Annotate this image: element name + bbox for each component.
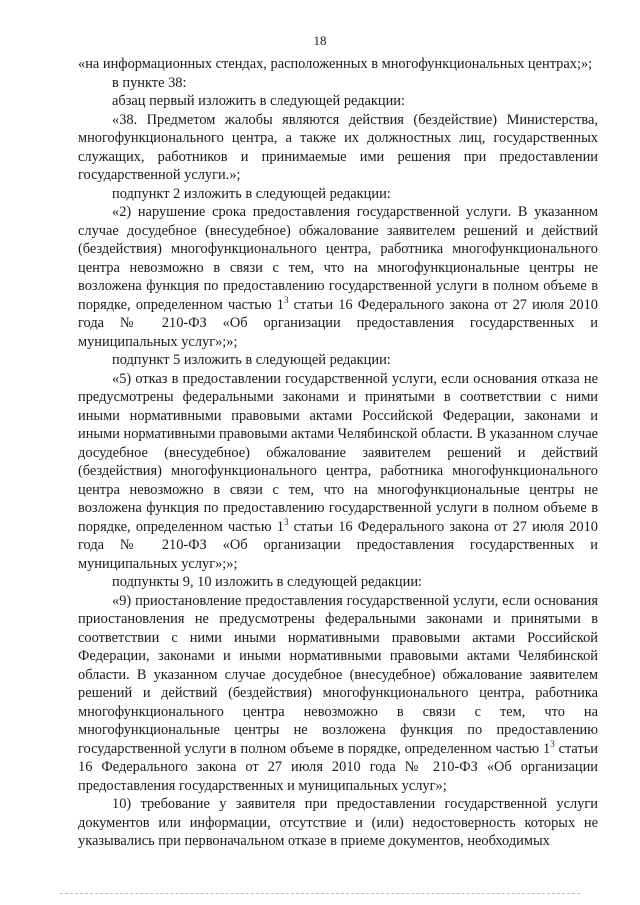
page-number: 18 [313, 33, 327, 48]
paragraph: в пункте 38: [112, 74, 187, 91]
paragraph: «2) нарушение срока предоставления государственной услуги. В указанном случае досудебное (внесудебное) обжалование заявителем решений и действий (бездействия) многофункционального центра, работника многофункционального центра невозможно в связи с тем, что на многофункциональные центры не возложена функция по предоставлению государственной услуги в полном объеме в порядке, определенном частью $1^3$ статьи 16 Федерального закона от 27 июля 2010 года № 210-ФЗ «Об организации предоставления государственных и муниципальных услуг»;»; [78, 204, 598, 350]
paragraph: «5) отказ в предоставлении государственной услуги, если основания отказа не предусмотрены федеральными законами и принятыми в соответствии с ними иными нормативными правовыми актами Российской Федерации, законами и иными нормативными правовыми актами Челябинской области. В указанном случае досудебное (внесудебное) обжалование заявителем решений и действий (бездействия) многофункционального центра, работника многофункционального центра невозможно в связи с тем, что на многофункциональные центры не возложена функция по предоставлению государственной услуги в полном объеме в порядке, определенном частью $1^3$ статьи 16 Федерального закона от 27 июля 2010 года № 210-ФЗ «Об организации предоставления государственных и муниципальных услуг»;»; [78, 370, 598, 572]
paragraph: «38. Предметом жалобы являются действия (бездействие) Министерства, многофункционального центра, а также их должностных лиц, государственных служащих, работников и принимаемые ими решения при предоставлении государственной услуги.»; [78, 111, 598, 183]
paragraph: «9) приостановление предоставления государственной услуги, если основания приостановления не предусмотрены федеральными законами и принятыми в соответствии с ними иными нормативными правовыми актами Российской Федерации, законами и иными нормативными правовыми актами Челябинской области. В указанном случае досудебное (внесудебное) обжалование заявителем решений и действий (бездействия) многофункционального центра, работника многофункционального центра невозможно в связи с тем, что на многофункциональные центры не возложена функция по предоставлению государственной услуги в полном объеме в порядке, определенном частью $1^3$ статьи 16 Федерального закона от 27 июля 2010 года № 210-ФЗ «Об организации предоставления государственных и муниципальных услуг»; [78, 592, 598, 794]
superscript: 3 [550, 738, 555, 749]
paragraph: подпункт 2 изложить в следующей редакции: [112, 185, 391, 202]
paragraph: «на информационных стендах, расположенных в многофункциональных центрах;»; [78, 56, 593, 72]
superscript: 3 [283, 516, 289, 527]
superscript: 3 [283, 294, 289, 305]
paragraph: подпункт 5 изложить в следующей редакции: [112, 352, 391, 368]
document-body [78, 55, 598, 851]
paragraph: абзац первый изложить в следующей редакции: [112, 93, 406, 109]
paragraph: подпункты 9, 10 изложить в следующей редакции: [112, 574, 423, 590]
paragraph: 10) требование у заявителя при предоставлении государственной услуги документов или информации, отсутствие и (или) недостоверность которых не указывались при первоначальном отказе в приеме документов, необходимых [78, 796, 598, 849]
bottom-scan-line [60, 893, 580, 894]
